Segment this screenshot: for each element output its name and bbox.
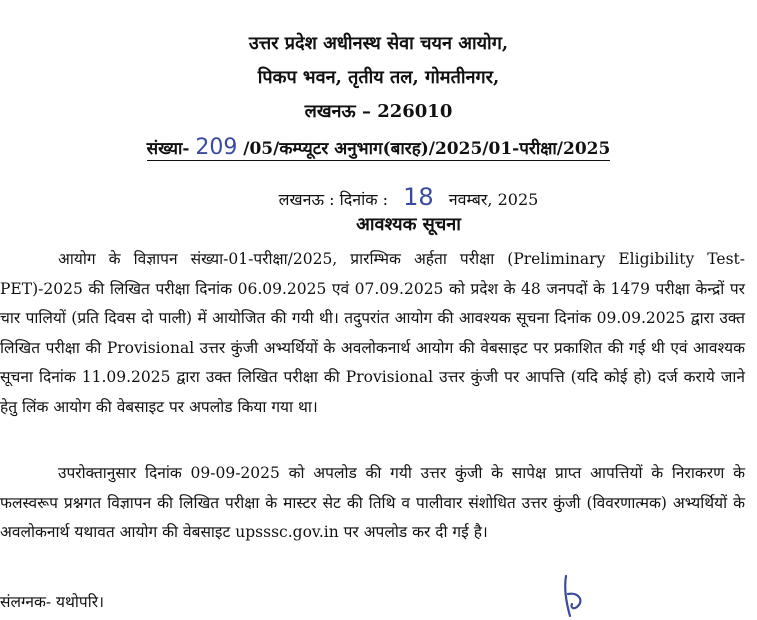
signature-mark: [558, 572, 594, 620]
date-line: [0, 182, 757, 215]
org-name: उत्तर प्रदेश अधीनस्थ सेवा चयन आयोग,: [248, 33, 509, 54]
reference-underlined: [146, 135, 611, 161]
handwritten-reference-number: 209: [195, 135, 238, 160]
notice-title: आवश्यक सूचना: [356, 214, 461, 235]
paragraph-1: [0, 245, 745, 423]
date-suffix: नवम्बर, 2025: [448, 190, 539, 209]
reference-prefix: संख्या-: [146, 139, 190, 159]
enclosure-note: संलग्नक- यथोपरि।: [0, 593, 104, 611]
paragraph-2: [0, 459, 745, 548]
org-address: पिकप भवन, तृतीय तल, गोमतीनगर,: [257, 67, 500, 88]
reference-suffix: /05/कम्प्यूटर अनुभाग(बारह)/2025/01-परीक्षा/2025: [243, 139, 611, 159]
date-prefix: लखनऊ : दिनांक :: [278, 190, 389, 209]
handwritten-day: 18: [403, 183, 434, 211]
reference-number: [0, 133, 757, 164]
paragraph-1-text: आयोग के विज्ञापन संख्या-01-परीक्षा/2025, प्रारम्भिक अर्हता परीक्षा (Preliminary Eligibility Test-PET)-2025 की लिखित परीक्षा दिनांक 06.09.2025 एवं 07.09.2025 को प्रदेश के 48 जनपदों के 1479 परीक्षा केन्द्रों पर चार पालियों (प्रति दिवस दो पाली) में आयोजित की गयी थी। तदुपरांत आयोग की आवश्यक सूचना दिनांक 09.09.2025 द्वारा उक्त लिखित परीक्षा की Provisional उत्तर कुंजी अभ्यर्थियों के अवलोकनार्थ आयोग की वेबसाइट पर प्रकाशित की गई थी एवं आवश्यक सूचना दिनांक 11.09.2025 द्वारा उक्त लिखित परीक्षा की Provisional उत्तर कुंजी पर आपत्ति (यदि कोई हो) दर्ज कराये जाने हेतु लिंक आयोग की वेबसाइट पर अपलोड किया गया था।: [0, 250, 745, 416]
paragraph-2-text: उपरोक्तानुसार दिनांक 09-09-2025 को अपलोड की गयी उत्तर कुंजी के सापेक्ष प्राप्त आपत्तियों के निराकरण के फलस्वरूप प्रश्नगत विज्ञापन की लिखित परीक्षा के मास्टर सेट की तिथि व पालीवार संशोधित उत्तर कुंजी (विवरणात्मक) अभ्यर्थियों के अवलोकनार्थ यथावत आयोग की वेबसाइट upsssc.gov.in पर अपलोड कर दी गई है।: [0, 464, 745, 542]
org-city-pin: लखनऊ – 226010: [304, 101, 453, 122]
